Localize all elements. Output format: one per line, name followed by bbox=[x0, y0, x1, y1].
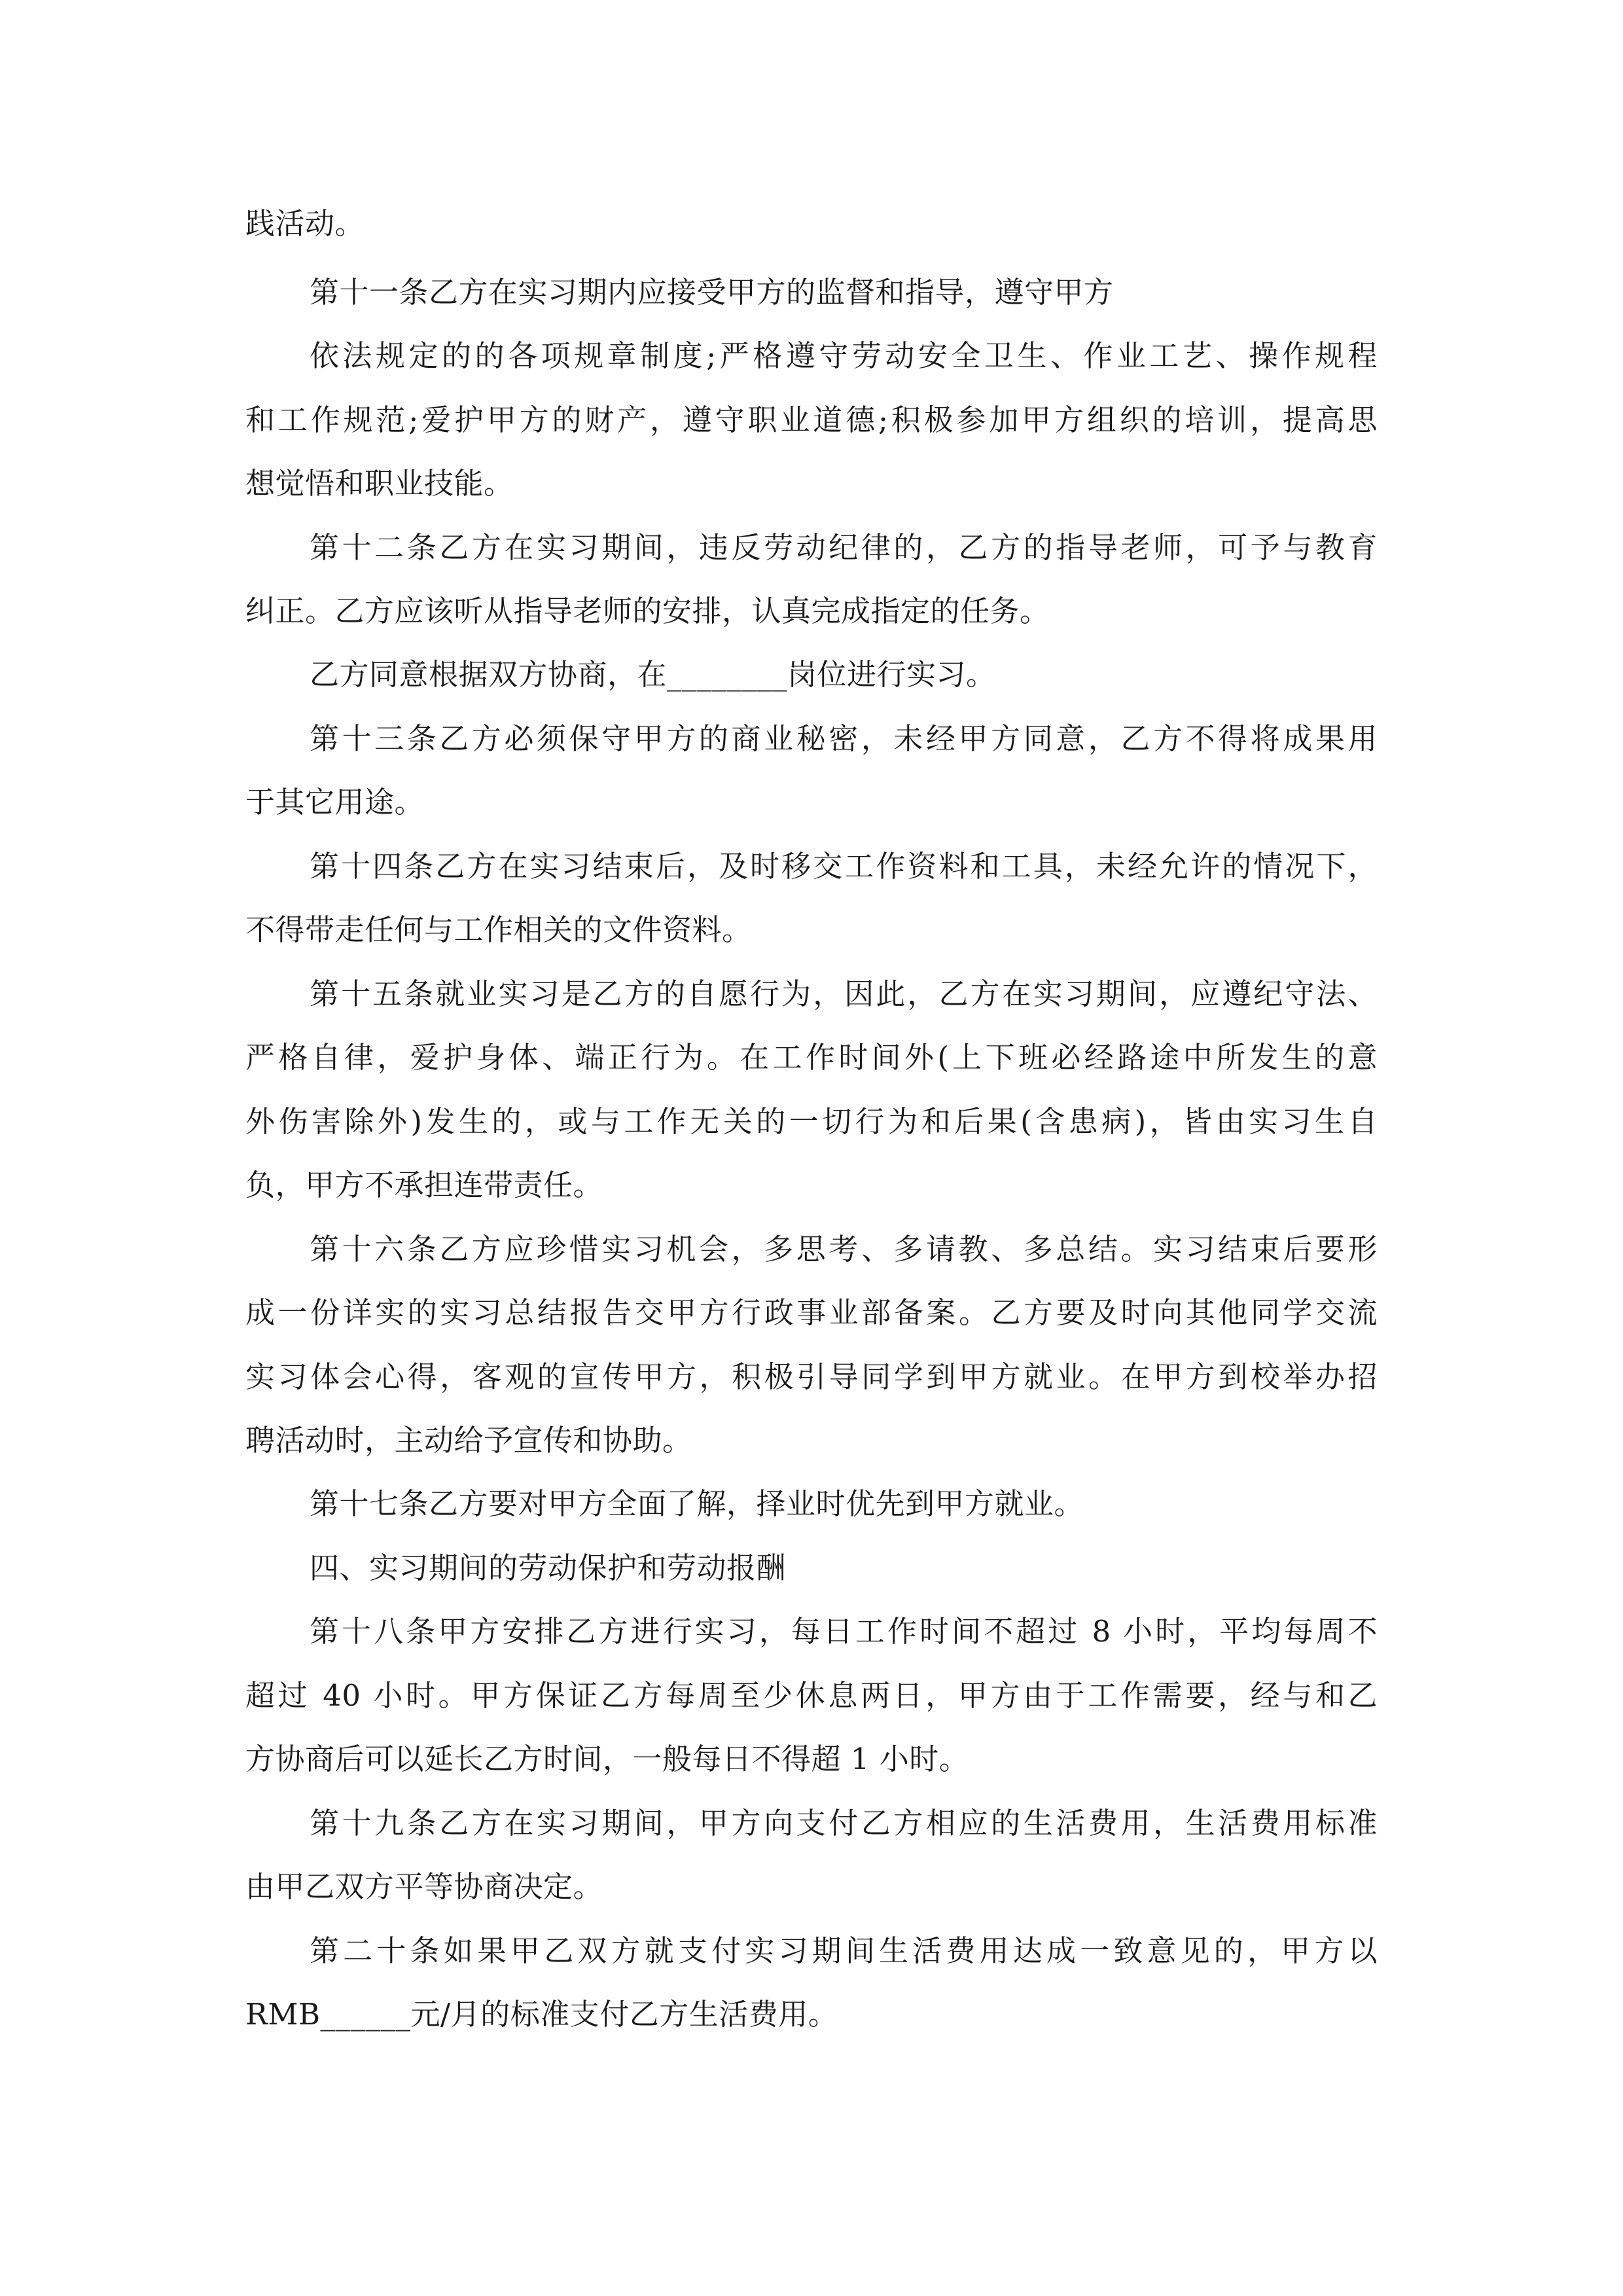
text-line: 依法规定的的各项规章制度;严格遵守劳动安全卫生、作业工艺、操作规程 bbox=[310, 338, 1378, 373]
clause-16-paragraph: 第十六条乙方应珍惜实习机会，多思考、多请教、多总结。实习结束后要形 bbox=[310, 1232, 1378, 1266]
text-line: 不得带走任何与工作相关的文件资料。 bbox=[245, 912, 752, 947]
text-line: 成一份详实的实习总结报告交甲方行政事业部备案。乙方要及时向其他同学交流 bbox=[245, 1295, 1378, 1330]
text-line: 外伤害除外)发生的，或与工作无关的一切行为和后果(含患病)，皆由实习生自 bbox=[245, 1104, 1378, 1139]
text-line: 由甲乙双方平等协商决定。 bbox=[245, 1869, 603, 1904]
clause-18-paragraph: 第十八条甲方安排乙方进行实习，每日工作时间不超过 8 小时，平均每周不 bbox=[310, 1614, 1378, 1649]
text-line: 聘活动时，主动给予宣传和协助。 bbox=[245, 1423, 692, 1458]
text-line: 于其它用途。 bbox=[245, 785, 425, 819]
text-line: 负，甲方不承担连带责任。 bbox=[245, 1168, 603, 1202]
text-line: 实习体会心得，客观的宣传甲方，积极引导同学到甲方就业。在甲方到校举办招 bbox=[245, 1359, 1378, 1394]
clause-19-paragraph: 第十九条乙方在实习期间，甲方向支付乙方相应的生活费用，生活费用标准 bbox=[310, 1806, 1378, 1840]
text-line: 严格自律，爱护身体、端正行为。在工作时间外(上下班必经路途中所发生的意 bbox=[245, 1040, 1378, 1075]
clause-11-heading: 第十一条乙方在实习期内应接受甲方的监督和指导，遵守甲方 bbox=[310, 275, 1114, 310]
text-line: 想觉悟和职业技能。 bbox=[245, 466, 514, 501]
clause-17-paragraph: 第十七条乙方要对甲方全面了解，择业时优先到甲方就业。 bbox=[310, 1486, 1084, 1521]
fee-blank-line: RMB______元/月的标准支付乙方生活费用。 bbox=[245, 1997, 838, 2032]
clause-13-paragraph: 第十三条乙方必须保守甲方的商业秘密，未经甲方同意，乙方不得将成果用 bbox=[310, 721, 1378, 756]
clause-14-paragraph: 第十四条乙方在实习结束后，及时移交工作资料和工具，未经允许的情况下， bbox=[310, 849, 1378, 884]
text-line: 超过 40 小时。甲方保证乙方每周至少休息两日，甲方由于工作需要，经与和乙 bbox=[245, 1678, 1378, 1713]
text-line: 方协商后可以延长乙方时间，一般每日不得超 1 小时。 bbox=[245, 1742, 969, 1776]
text-line: 践活动。 bbox=[245, 206, 365, 241]
position-blank-line: 乙方同意根据双方协商，在________岗位进行实习。 bbox=[310, 657, 996, 692]
text-line: 纠正。乙方应该听从指导老师的安排，认真完成指定的任务。 bbox=[245, 594, 1050, 628]
text-line: 和工作规范;爱护甲方的财产，遵守职业道德;积极参加甲方组织的培训，提高思 bbox=[245, 403, 1378, 437]
clause-20-paragraph: 第二十条如果甲乙双方就支付实习期间生活费用达成一致意见的，甲方以 bbox=[310, 1933, 1378, 1968]
clause-15-paragraph: 第十五条就业实习是乙方的自愿行为，因此，乙方在实习期间，应遵纪守法、 bbox=[310, 977, 1378, 1011]
section-4-heading: 四、实习期间的劳动保护和劳动报酬 bbox=[310, 1551, 787, 1585]
clause-12-paragraph: 第十二条乙方在实习期间，违反劳动纪律的，乙方的指导老师，可予与教育 bbox=[310, 530, 1378, 565]
